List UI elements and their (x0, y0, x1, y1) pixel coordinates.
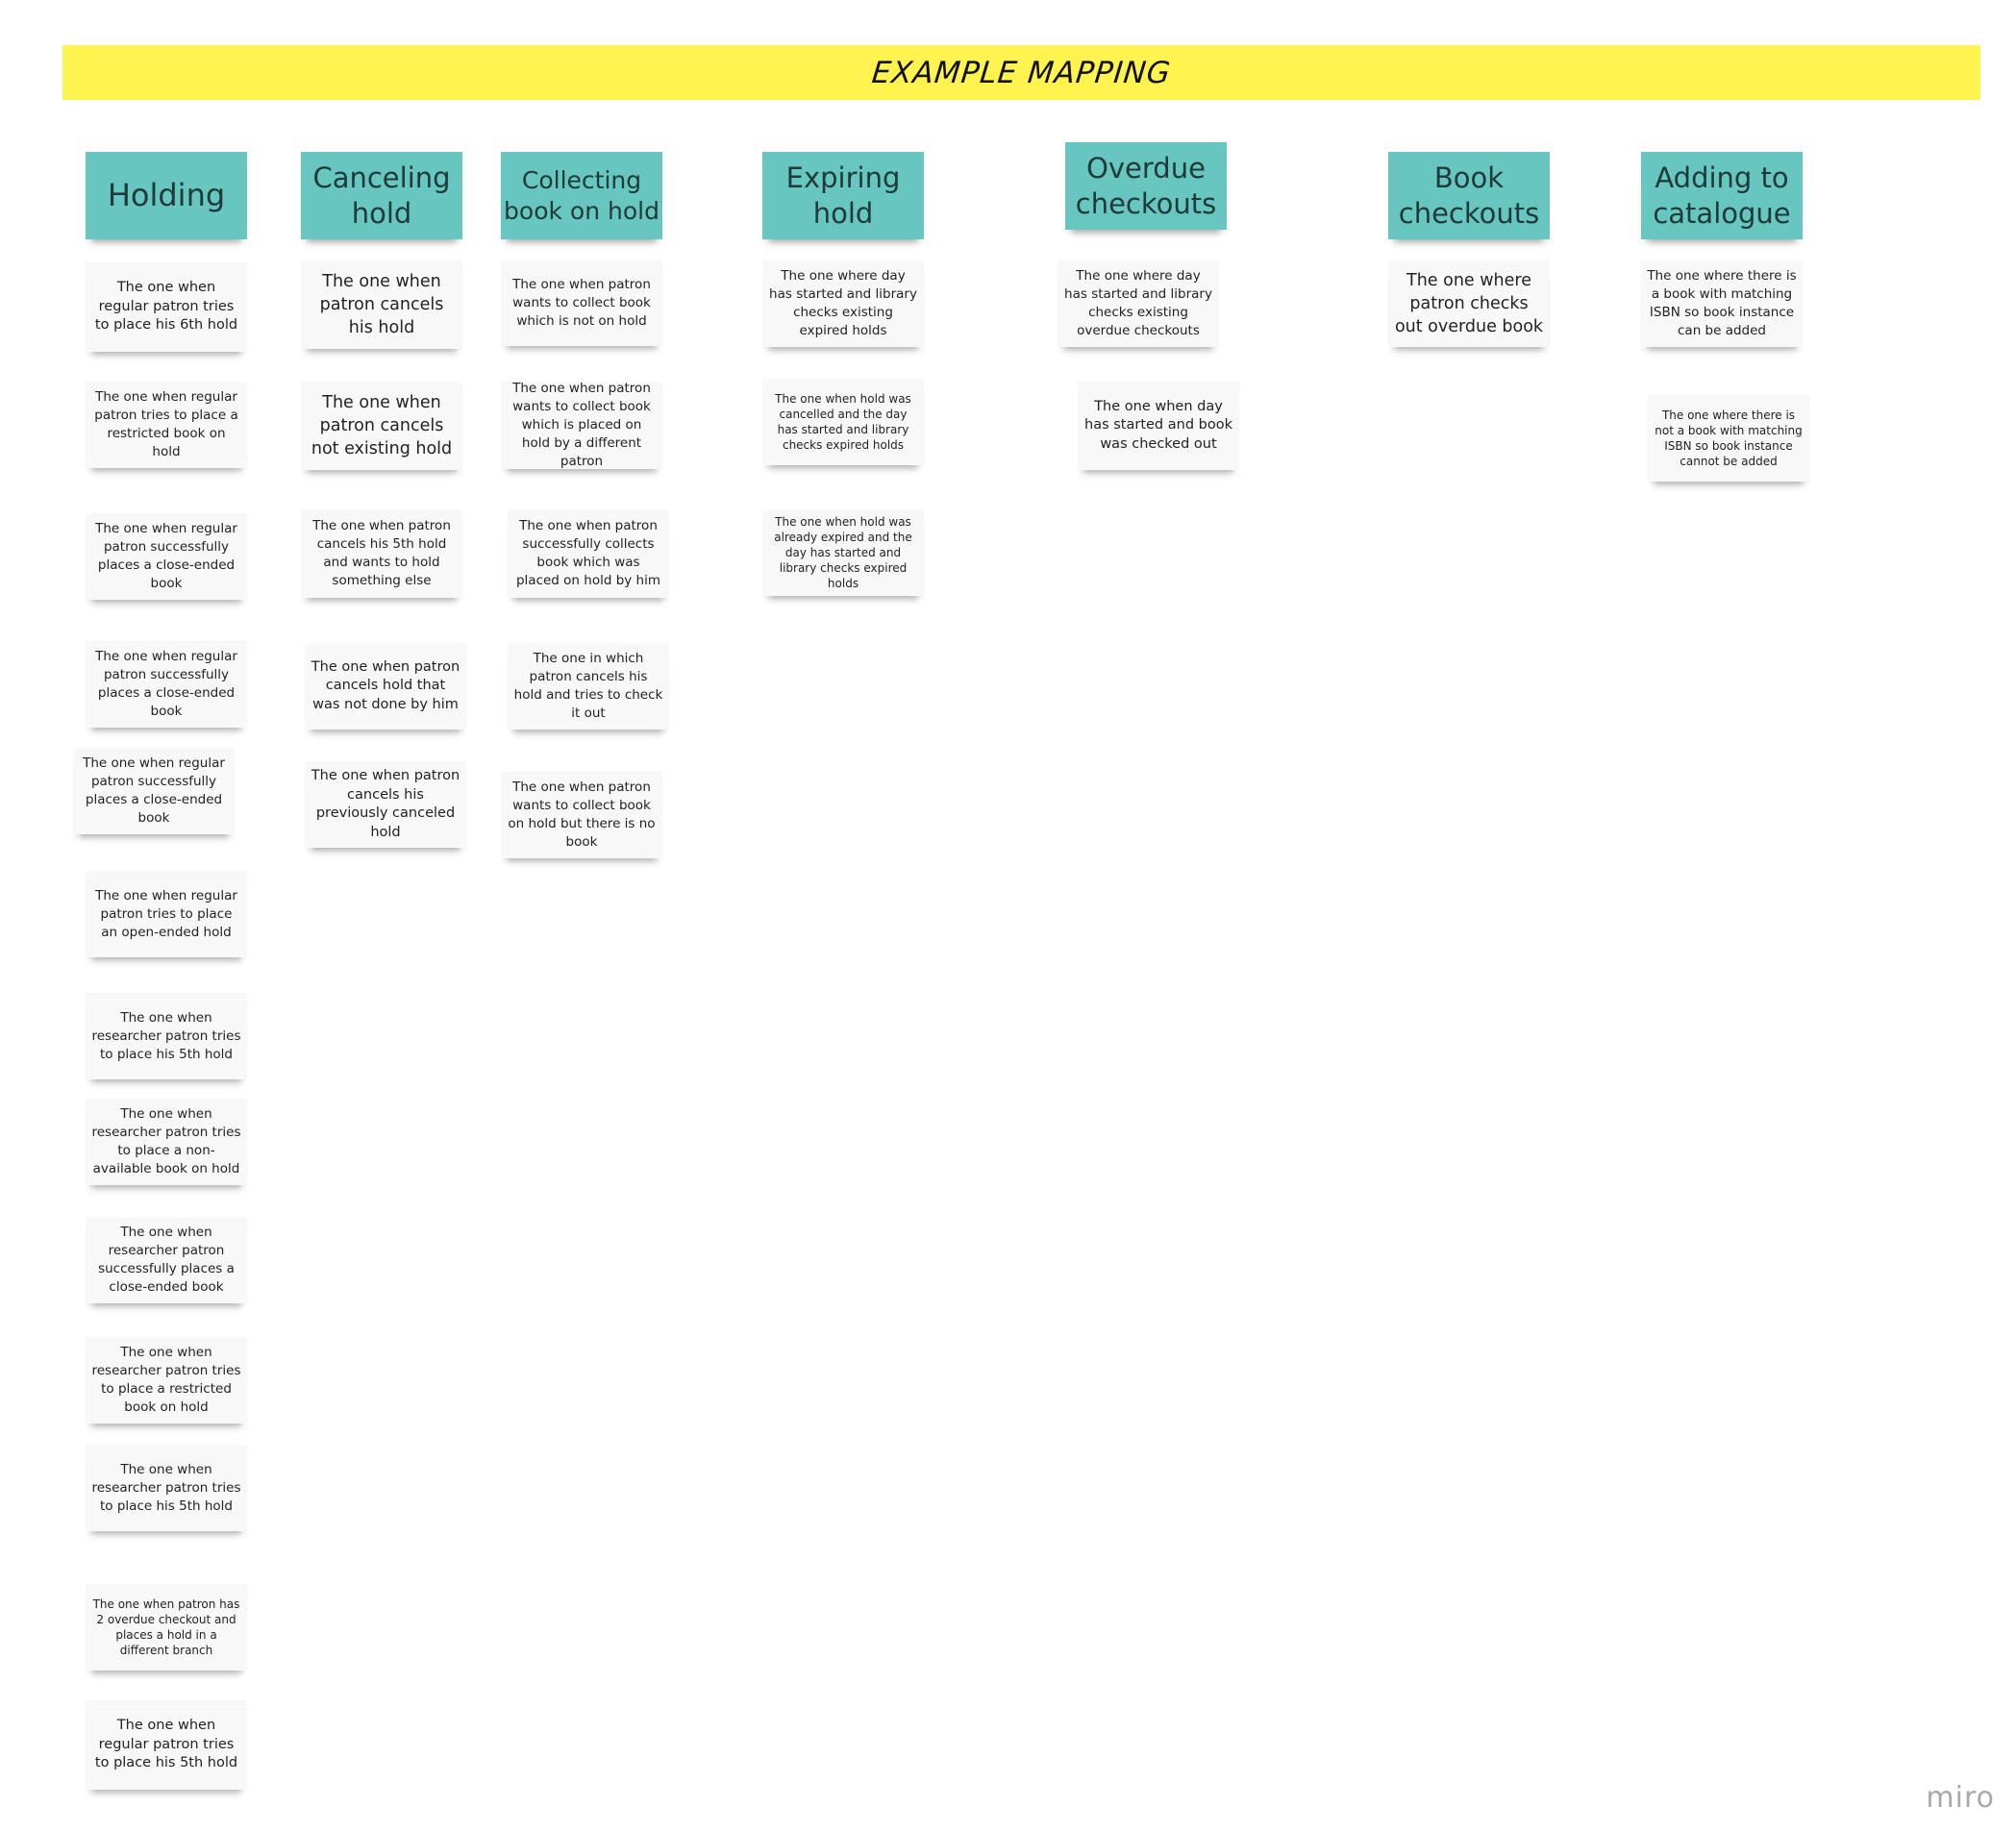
sticky-note[interactable]: The one when researcher patron tries to place a non-available book on hold (86, 1099, 247, 1185)
sticky-note[interactable]: The one when patron wants to collect book on hold but there is no book (501, 772, 662, 858)
column-header-book-checkouts[interactable]: Book checkouts (1388, 152, 1550, 239)
sticky-note[interactable]: The one when patron successfully collects book which was placed on hold by him (508, 509, 669, 598)
column-header-adding-to-catalogue[interactable]: Adding to catalogue (1641, 152, 1803, 239)
sticky-note[interactable]: The one when regular patron successfully places a close-ended book (73, 748, 235, 834)
sticky-note[interactable]: The one when regular patron tries to place a restricted book on hold (86, 382, 247, 468)
sticky-note[interactable]: The one when patron cancels his 5th hold and wants to hold something else (301, 509, 462, 598)
board-title: EXAMPLE MAPPING (870, 55, 1173, 90)
sticky-note[interactable]: The one in which patron cancels his hold and tries to check it out (508, 643, 669, 730)
column-header-holding[interactable]: Holding (86, 152, 247, 239)
sticky-note[interactable]: The one when patron has 2 overdue checkout and places a hold in a different branch (86, 1584, 247, 1671)
column-header-expiring-hold[interactable]: Expiring hold (762, 152, 924, 239)
sticky-note[interactable]: The one when regular patron tries to place an open-ended hold (86, 871, 247, 957)
sticky-note[interactable]: The one when hold was cancelled and the day has started and library checks expired holds (762, 379, 924, 465)
sticky-note[interactable]: The one where there is a book with matching ISBN so book instance can be added (1641, 260, 1803, 347)
sticky-note[interactable]: The one when regular patron successfully places a close-ended book (86, 641, 247, 728)
sticky-note[interactable]: The one when patron cancels his previously canceled hold (305, 761, 466, 848)
sticky-note[interactable]: The one where there is not a book with matching ISBN so book instance cannot be added (1648, 395, 1809, 482)
sticky-note[interactable]: The one when patron wants to collect book which is not on hold (501, 260, 662, 346)
sticky-note[interactable]: The one when researcher patron tries to place his 5th hold (86, 993, 247, 1079)
sticky-note[interactable]: The one when patron cancels hold that was not done by him (305, 643, 466, 730)
sticky-note[interactable]: The one when hold was already expired and the day has started and library checks expired holds (762, 509, 924, 596)
sticky-note[interactable]: The one when regular patron tries to place his 6th hold (86, 262, 247, 352)
sticky-note[interactable]: The one when regular patron successfully places a close-ended book (86, 513, 247, 600)
sticky-note[interactable]: The one when researcher patron tries to place a restricted book on hold (86, 1337, 247, 1424)
sticky-note[interactable]: The one where patron checks out overdue book (1388, 260, 1550, 347)
column-header-overdue-checkouts[interactable]: Overdue checkouts (1065, 142, 1227, 230)
sticky-note[interactable]: The one when patron cancels not existing hold (301, 382, 462, 470)
sticky-note[interactable]: The one when researcher patron tries to place his 5th hold (86, 1445, 247, 1531)
column-header-canceling-hold[interactable]: Canceling hold (301, 152, 462, 239)
column-header-collecting-book-on-hold[interactable]: Collecting book on hold (501, 152, 662, 239)
miro-logo: miro (1926, 1781, 1995, 1815)
sticky-note[interactable]: The one where day has started and library checks existing overdue checkouts (1058, 260, 1219, 347)
sticky-note[interactable]: The one when regular patron tries to place his 5th hold (86, 1700, 247, 1790)
sticky-note[interactable]: The one when day has started and book was checked out (1078, 382, 1239, 470)
sticky-note[interactable]: The one when patron cancels his hold (301, 260, 462, 349)
sticky-note[interactable]: The one where day has started and library checks existing expired holds (762, 260, 924, 347)
board-title-banner[interactable] (62, 45, 1980, 100)
sticky-note[interactable]: The one when researcher patron successfully places a close-ended book (86, 1217, 247, 1303)
sticky-note[interactable]: The one when patron wants to collect book which is placed on hold by a different patron (501, 382, 662, 469)
